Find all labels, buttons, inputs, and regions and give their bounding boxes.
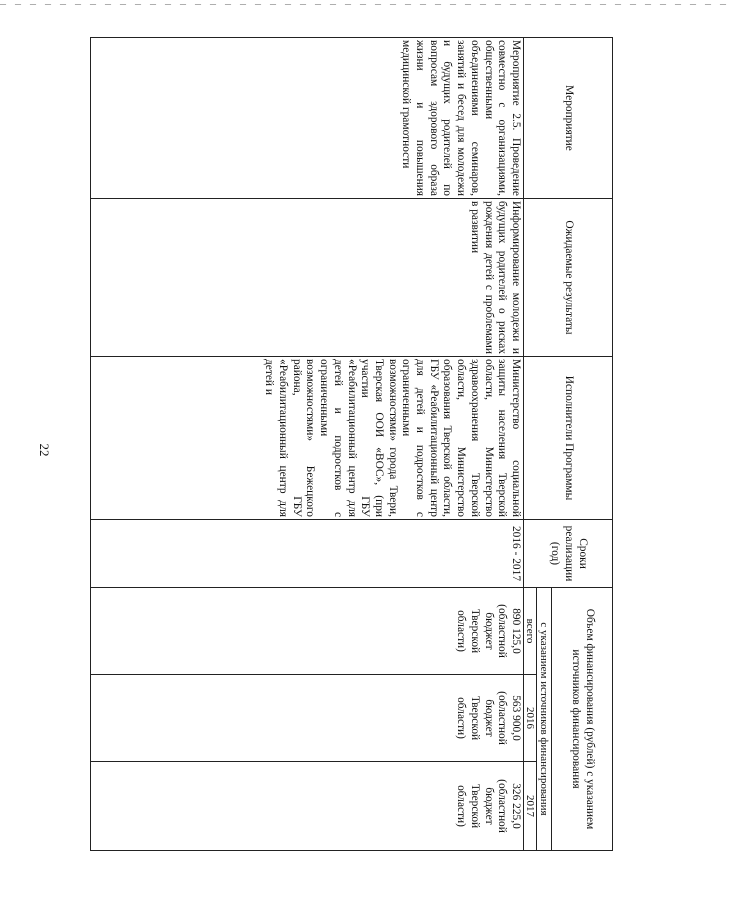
header-results: Ожидаемые результаты <box>524 199 613 357</box>
header-2017: 2017 <box>524 762 537 851</box>
cell-period: 2016 - 2017 <box>91 520 524 588</box>
header-period: Сроки реализации (год) <box>524 520 613 588</box>
funding-table <box>90 37 613 851</box>
scan-top-edge-marks: – – – – – – – – – – – – – – – – – – – – – – – – – – – – – – – – – – – – – – – – – – – – – – – – – <box>0 0 729 10</box>
cell-2016: 563 900,0 (областной бюджет Тверской области) <box>91 675 524 762</box>
header-2016: 2016 <box>524 675 537 762</box>
header-total: всего <box>524 588 537 675</box>
rotated-table-container <box>90 37 613 850</box>
header-funding-title: Объем финансирования (рублей) с указанием источников финансирования <box>570 608 596 830</box>
cell-2017: 326 225,0 (областной бюджет Тверской области) <box>91 762 524 851</box>
cell-results: Информирование молодежи и будущих родителей о рисках рождения детей с проблемами в развитии <box>91 199 524 357</box>
header-funding <box>552 588 613 851</box>
cell-total: 890 125,0 (областной бюджет Тверской области) <box>91 588 524 675</box>
header-activity: Мероприятие <box>524 38 613 199</box>
table-row <box>91 38 524 851</box>
cell-executors: Министерство социальной защиты населения Тверской области, Министерство здравоохранения Тверской области, Министерство образования Тверской области, ГБУ «Реабилитационный центр для детей и подростков с ограниченными возможностями» города Твери, Тверская ООИ «ВОС», (при участии ГБУ «Реабилитационный центр для детей и подростков с ограниченными возможностями» Бежецкого района, ГБУ «Реабилитационный центр для детей и <box>91 357 524 520</box>
page-number: 22 <box>37 443 52 457</box>
header-executors: Исполнители Программы <box>524 357 613 520</box>
cell-activity: Мероприятие 2.5. Проведение совместно с организациями, общественными объединениями семинаров, занятий и бесед для молодежи и будущих родителей по вопросам здорового образа жизни и повышения медицинской грамотности <box>91 38 524 199</box>
header-funding-sources: с указанием источников финансирования <box>537 588 552 851</box>
